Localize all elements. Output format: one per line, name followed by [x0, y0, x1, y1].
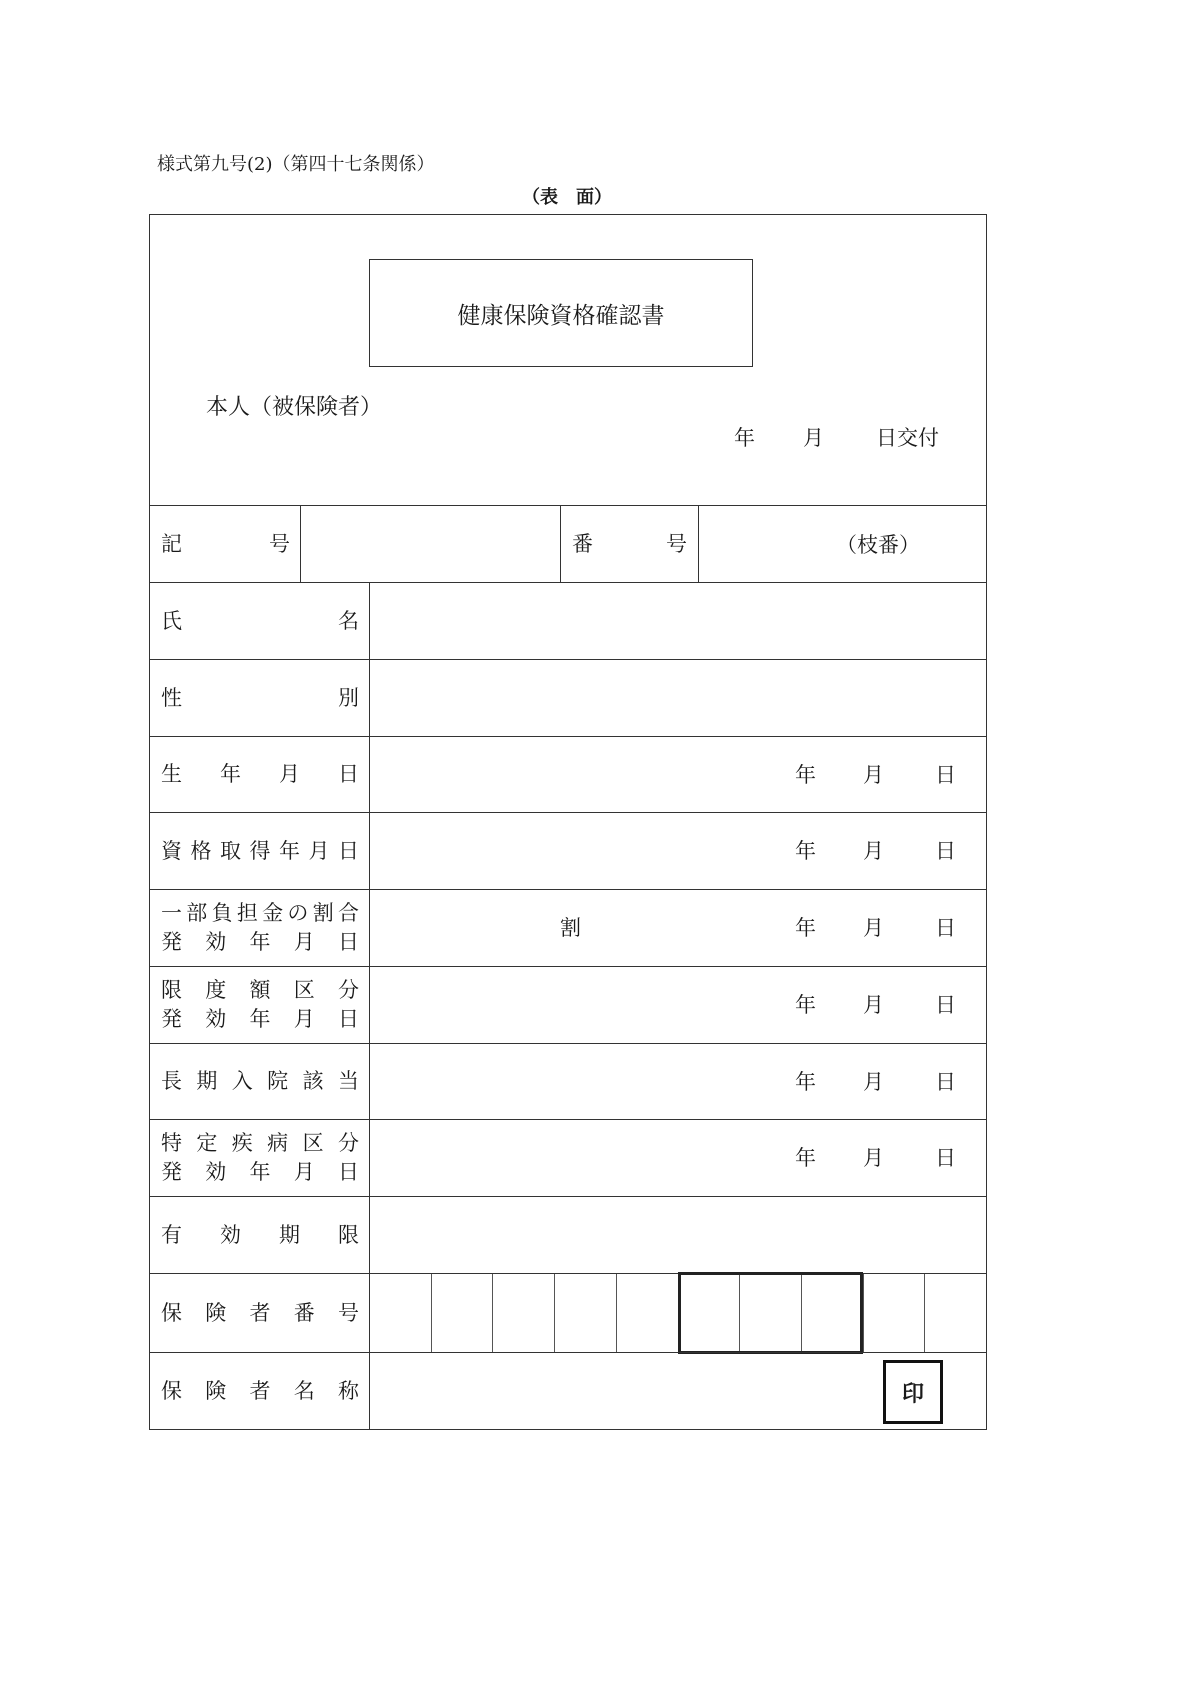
day-unit: 日: [935, 762, 956, 787]
issue-year-unit: 年: [734, 426, 755, 450]
seal-box: [883, 1360, 943, 1424]
copay-label-cell: [150, 890, 370, 966]
day-unit: 日: [935, 1146, 956, 1170]
insurer-number-digit-cell: [370, 1274, 432, 1352]
insurer-name-label-cell: [150, 1353, 370, 1429]
day-unit: 日: [935, 839, 956, 863]
header-section: [150, 215, 986, 505]
issue-month-unit: 月: [803, 426, 824, 450]
birth-date-label: 生 年 月 日: [161, 762, 359, 786]
acquired-date-value-cell: [370, 813, 986, 889]
issue-day-unit: 日交付: [876, 426, 939, 450]
year-unit: 年: [795, 1146, 816, 1170]
sex-value-cell: [370, 660, 986, 736]
insurer-number-digit-cell: [925, 1274, 986, 1352]
birth-date-label-cell: [150, 737, 370, 812]
side-indicator: （表 面）: [522, 187, 612, 208]
year-unit: 年: [795, 993, 816, 1017]
year-unit: 年: [795, 839, 816, 863]
insurer-number-digit-cell: [555, 1274, 617, 1352]
number-label: 番 号: [572, 531, 687, 556]
acquired-date-row: [150, 812, 986, 889]
copay-ratio-label: 一 部 負 担 金 の 割 合: [161, 901, 359, 925]
long-term-hospitalization-row: [150, 1043, 986, 1119]
insurer-number-digit-cell: [864, 1274, 926, 1352]
limit-effective-label: 発 効 年 月 日: [161, 1007, 359, 1031]
insurer-name-row: [150, 1352, 986, 1429]
symbol-label: 記 号: [161, 531, 290, 556]
specific-disease-label-cell: [150, 1120, 370, 1196]
long-term-label-cell: [150, 1044, 370, 1119]
limit-category-label-cell: [150, 967, 370, 1043]
limit-category-label: 限 度 額 区 分: [161, 978, 359, 1002]
name-value-cell: [370, 583, 986, 659]
limit-category-row: [150, 966, 986, 1043]
year-unit: 年: [795, 916, 816, 940]
month-unit: 月: [863, 1146, 884, 1170]
insurer-number-highlight-box: [678, 1272, 863, 1354]
acquired-date-label-cell: [150, 813, 370, 889]
branch-label: （枝番）: [836, 533, 920, 557]
title-box: [369, 259, 753, 367]
year-unit: 年: [795, 762, 816, 787]
birth-date-value-cell: [370, 737, 986, 812]
month-unit: 月: [863, 839, 884, 863]
number-label-cell: [561, 506, 699, 582]
expiry-row: [150, 1196, 986, 1273]
insurer-number-digit-cell: [617, 1274, 679, 1352]
seal-mark: 印: [901, 1380, 924, 1407]
limit-category-value-cell: [370, 967, 986, 1043]
copay-effective-label: 発 効 年 月 日: [161, 930, 359, 954]
copay-row: [150, 889, 986, 966]
long-term-label: 長 期 入 院 該 当: [161, 1069, 359, 1093]
sex-row: [150, 659, 986, 736]
insurer-number-digit-cell: [432, 1274, 494, 1352]
name-row: [150, 582, 986, 659]
expiry-value-cell: [370, 1197, 986, 1273]
day-unit: 日: [935, 1069, 956, 1094]
acquired-date-label: 資 格 取 得 年 月 日: [161, 838, 359, 863]
symbol-label-cell: [150, 506, 301, 582]
insurer-name-value-cell: [370, 1353, 986, 1429]
specific-disease-row: [150, 1119, 986, 1196]
form-number: 様式第九号(2)（第四十七条関係）: [157, 154, 435, 175]
disease-effective-label: 発 効 年 月 日: [161, 1160, 359, 1184]
name-label-cell: [150, 583, 370, 659]
holder-type: 本人（被保険者）: [206, 395, 383, 420]
sex-label-cell: [150, 660, 370, 736]
long-term-value-cell: [370, 1044, 986, 1119]
month-unit: 月: [863, 916, 884, 940]
certificate-form: [149, 214, 987, 1430]
year-unit: 年: [795, 1069, 816, 1094]
insurer-number-row: [150, 1273, 986, 1352]
symbol-value-cell: [301, 506, 561, 582]
copay-ratio-unit: 割: [560, 916, 581, 940]
month-unit: 月: [863, 993, 884, 1017]
insurer-number-label-cell: [150, 1274, 370, 1352]
specific-disease-label: 特 定 疾 病 区 分: [161, 1131, 359, 1155]
specific-disease-value-cell: [370, 1120, 986, 1196]
day-unit: 日: [935, 993, 956, 1017]
branch-cell: [699, 506, 986, 582]
day-unit: 日: [935, 916, 956, 940]
name-label: 氏 名: [161, 608, 359, 633]
insurer-number-value-cell: [370, 1274, 986, 1352]
month-unit: 月: [863, 762, 884, 787]
insurer-number-digit-cell: [493, 1274, 555, 1352]
copay-value-cell: [370, 890, 986, 966]
sex-label: 性 別: [161, 685, 359, 710]
document-title: 健康保険資格確認書: [457, 302, 665, 329]
month-unit: 月: [863, 1069, 884, 1094]
birth-date-row: [150, 736, 986, 812]
symbol-number-row: [150, 505, 986, 582]
insurer-number-label: 保 険 者 番 号: [161, 1300, 359, 1325]
insurer-name-label: 保 険 者 名 称: [161, 1378, 359, 1403]
expiry-label-cell: [150, 1197, 370, 1273]
expiry-label: 有 効 期 限: [161, 1222, 359, 1247]
